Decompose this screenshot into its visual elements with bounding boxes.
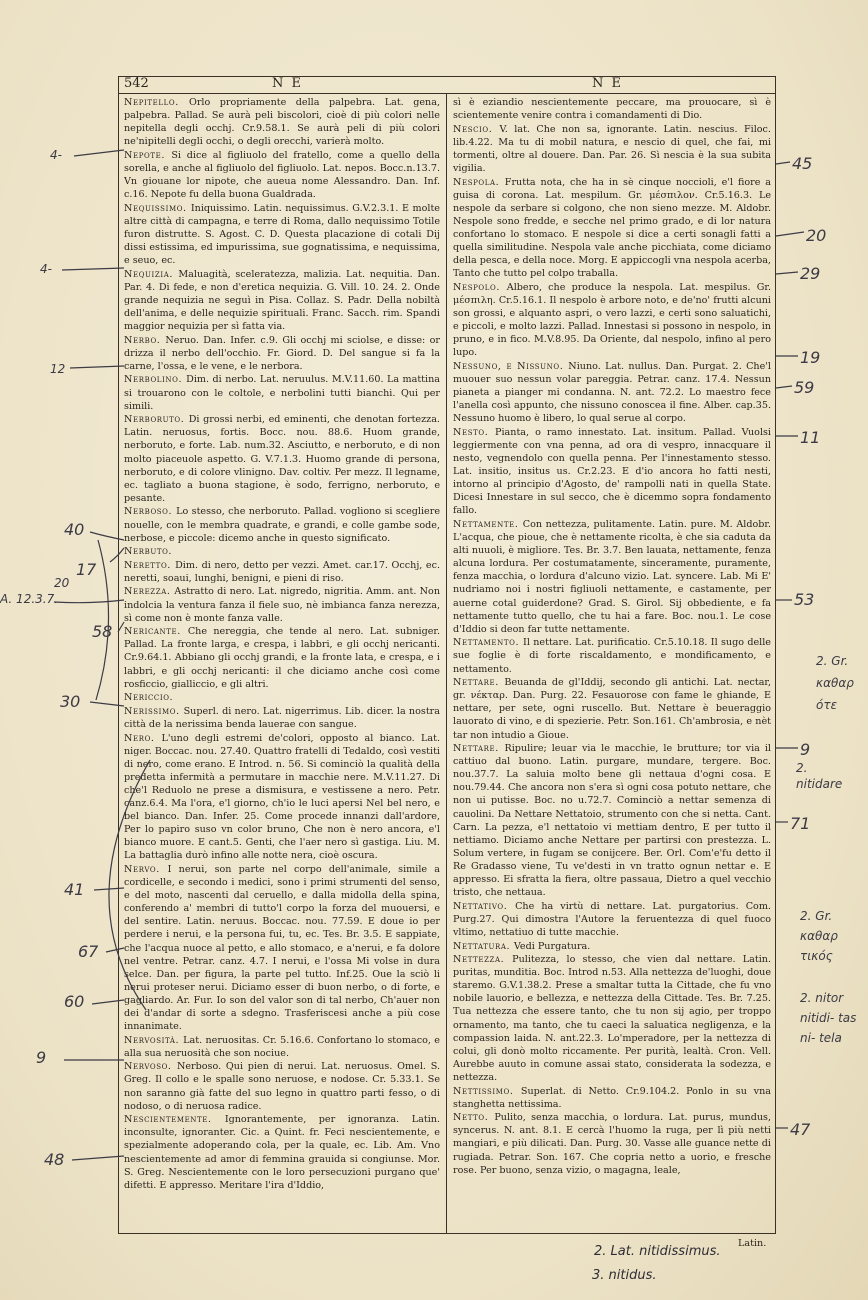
entry-headword: Nerboso. [124,506,177,518]
entry-definition: Vedi Purgatura. [513,940,591,952]
entry-definition: Il nettare. Lat. purificatio. Cr.5.10.18. Il sugo delle sue foglie è di forte riscaldamento, e mondificamento, e nettamento. [453,637,771,675]
dictionary-entry [124,691,440,704]
entry-definition: Iniquissimo. Latin. nequissimus. G.V.2.3.1. E molte altre città di campagna, e terre di Roma, dallo nequissimo Totile furon distrutte. S. Agost. C. D. Questa placazione di cotali Dij dissi estissima, ed impurissima, sue gognatissima, e nequissima, e seuo, ec. [124,202,440,267]
entry-definition: I nerui, son parte nel corpo dell'animale, simile a cordicelle, e secondo i medici, sono i primi strumenti del senso, e del moto, nascenti dal ceruello, e dalla midolla della spina, conferendo a' membri di tutto'l corpo la forza del muouersi, e del sentire. Latin. neruus. Boccac. nou. 77.59. E doue io per perdere i nerui, e la persona fui, tu, ec. Tes. Br. 3.5. E sappiate, che l'acqua nuoce al petto, e allo stomaco, e a'nerui, e fa dolore nel ventre. Petrar. canz. 4.7. I nerui, e l'ossa Mi volse in dura selce. Dan. per figura, la parte pel tutto. Inf.25. Oue la sciò li nerui proteser nerui. Diciamo esser di buon nerbo, o di forte, e gagliardo. Ar. Fur. Io son del valor son di tal nerbo, Ch'auer non dei d'andar di sorte a sdegno. Trasferiscesi anche a più cose innanimate. [124,863,440,1033]
entry-definition: Beuanda de gl'Iddij, secondo gli antichi. Lat. nectar, gr. νέκταρ. Dan. Purg. 22. Fesauorose con fame le ghiande, E nettare, per sete, ogni ruscello. But. Nettare è beueraggio lauorato di vino, e di spezierie. Petr. Son.161. Ch'ambrosia, e nèt tar non intudio a Gioue. [453,677,771,741]
running-head-left: N E [272,76,303,91]
margin-note-right: 47 [790,1120,811,1139]
entry-headword: Nerbolino. [124,374,187,386]
entry-definition: Pulitezza, lo stesso, che vien dal nettare. Latin. puritas, munditia. Boc. Introd n.53. Alla nettezza de'luoghi, doue staremo. G.V.1.38.2. Prese a smaltar tutta la Cittade, che fu vno nobile lauorio, e bellezza, e nettezza della Cittade. Tes. Br. 7.25. Tua nettezza che essere tanto, che tu non sij agio, per troppo ornamento, ma tanto, che tu caeci la saluatica negligenza, e la compassion laida. N. ant.22.3. Lo'mperadore, per la nettezza di colui, gli donò molto riccamente. Per purità, lealtà. Cron. Vell. Aurebbe auuto in comune assai stato, considerata la sodezza, e nettezza. [453,954,771,1083]
dictionary-entry [124,373,440,412]
header-rule [118,93,776,94]
entry-headword: Nespola. [453,176,505,188]
entry-definition: Con nettezza, pulitamente. Latin. pure. M. Aldobr. L'acqua, che pioue, che è nettamente ricolta, è che sia caduta da alti nuuoli, è migliore. Tes. Br. 3.7. Ben lauata, nettamente, fenza alcuna lordura. Per costumatamente, sinceramente, puramente, fenza macchia, o lordura d'alcuno vizio. Lat. syncere. Lab. Mi E' nudriamo noi i nostri figliuoli nettamente, e castamente, per auerne cotal guiderdone? Grad. S. Girol. Sij obbediente, e fa nettamente tutto quello, che tu hai a fare. Boc. nou.1. Le cose d'Iddio si deon far tutte nettamente. [453,519,771,635]
entry-headword: Nervosità. [124,1034,184,1046]
dictionary-entry [453,281,771,360]
margin-note-right: 71 [790,814,811,833]
entry-headword: Nespolo. [453,281,507,293]
entry-definition: Frutta nota, che ha in sè cinque noccioli, e'l fiore a guisa di corona. Lat. mespilum. Gr. μέσπιλον. Cr.5.16.3. Le nespole da serbare si colgono, che non sieno mezze. M. Aldobr. Nespole sono fredde, e secche nel primo grado, e di lor natura confortano lo stomaco. E nespole si dice a certi sonagli fatti a quella similitudine. Nespola vale anche picchiata, come diciamo della pesca, e della noce. Morg. E appiccogli vna nespola acerba, Tanto che tutto pel colpo traballa. [453,176,771,280]
entry-headword: Nerbo. [124,334,166,346]
dictionary-entry [453,123,771,175]
entry-definition: Albero, che produce la nespola. Lat. mespilus. Gr. μέσπιλη. Cr.5.16.1. Il nespolo è arbore noto, e de'no' frutti alcuni son grossi, e alquanto aspri, o vero lazzi, e certi sono saluatichi, e piccoli, e molto lazzi. Pallad. Innestasi si possono in nespolo, in pruno, e in fico. M.V.8.95. Da Oriente, dal nespolo, infino al pero lupo. [453,281,771,359]
entry-definition: Ignorantemente, per ignoranza. Latin. inconsulte, ignoranter. Cic. a Quint. fr. Feci nescientemente, e spezialmente adoperando cola, per la quale, ec. Lib. Am. Vno nescientemente ad amor di femmina grauida si congiunse. Mor. S. Greg. Nescientemente con le loro persecuzioni purgano que' difetti. E appresso. Meritare l'ira d'Iddio, [124,1114,440,1191]
entry-headword: Nescientemente. [124,1114,225,1126]
margin-note-left: 4- [40,262,52,276]
dictionary-entry [453,1111,771,1176]
margin-note-right: 9 [800,740,811,759]
entry-headword: Nervoso. [124,1061,177,1073]
entry-definition: Dim. di nerbo. Lat. neruulus. M.V.11.60. La mattina si trouarono con le coltole, e nerbolini tutti bianchi. Qui per simili. [124,374,440,412]
entry-headword: Nettamente. [453,519,523,530]
dictionary-entry [124,545,440,558]
dictionary-entry [124,705,440,731]
dictionary-entry [453,176,771,281]
entry-definition: Dim. di nero, detto per vezzi. Amet. car.17. Occhj, ec. neretti, soaui, lunghi, benigni, e pieni di riso. [124,559,440,584]
entry-headword: Nerboruto. [124,414,189,426]
entry-definition: Pulito, senza macchia, o lordura. Lat. purus, mundus, syncerus. N. ant. 8.1. E cercà l'huomo la ruga, per lì più netti mangiari, e più dilicati. Dan. Purg. 30. Vasse alle guance nette di rugiada. Petrar. Son. 167. Che copria netto a uorio, e fresche rose. Per buono, senza vizio, o magagna, leale, [453,1112,771,1176]
entry-definition: Nerboso. Qui pien di nerui. Lat. neruosus. Omel. S. Greg. Il collo e le spalle sono neruose, e nodose. Cr. 5.33.1. Se non saranno già fatte del suo legno in quattro parti fesso, o di nodoso, o di neruosa radice. [124,1061,440,1112]
dictionary-entry [124,202,440,267]
dictionary-entry [453,953,771,1084]
catchword: Latin. [738,1238,767,1249]
margin-note-left: 9 [36,1048,47,1067]
entry-definition: Lat. neruositas. Cr. 5.16.6. Confortano lo stomaco, e alla sua neruosità che son nociue. [124,1034,440,1059]
dictionary-entry [124,413,440,505]
entry-definition: sì è eziandio nescientemente peccare, ma prouocare, sì è scientemente venire contra i comandamenti di Dio. [453,97,771,122]
entry-definition: Superl. di nero. Lat. nigerrimus. Lib. dicer. la nostra città de la nerissima benda lauerae con sangue. [124,705,440,730]
margin-note-left: 4- [50,148,62,162]
margin-note-left: 41 [64,880,85,899]
entry-definition: Che nereggia, che tende al nero. Lat. subniger. Pallad. La fronte larga, e crespa, i labbri, e gli occhj nericanti. Cr.9.64.1. Abbiano gli occhj grandi, e la fronte lata, e crespa, e i labbri, e gli occhj nericanti: il che diciamo anche così come rosficcio, gialliccio, e gli altri. [124,626,440,690]
margin-note-left: 48 [44,1150,65,1169]
dictionary-entry [124,149,440,201]
margin-note-left: 60 [64,992,85,1011]
margin-note-right: 29 [800,264,821,283]
entry-headword: Nervo. [124,863,168,875]
entry-definition: Niuno. Lat. nullus. Dan. Purgat. 2. Che'l muouer suo nessun volar pareggia. Petrar. canz. 17.4. Nessun pianeta a pianger mi condanna. N. ant. 72.2. Lo maestro fece l'anella così appunto, che nissuno conoscea il fine. Alber. cap.35. Nessuno huomo è libero, lo qual serue al corpo. [453,360,771,425]
dictionary-entry [124,732,440,863]
entry-headword: Nescio. [453,123,500,135]
entry-headword: Nettare. [453,677,505,689]
right-column [453,96,771,1228]
margin-note-right: 2. nitidare [796,761,843,791]
margin-note-right: 59 [794,378,815,397]
entry-headword: Nettativo. [453,900,516,912]
dictionary-entry [453,518,771,636]
entry-headword: Nequizia. [124,268,179,280]
margin-note-right: 2. Gr. καθαρ ότε [816,654,854,712]
entry-definition: Superlat. di Netto. Cr.9.104.2. Ponlo in su vna stanghetta nettissima. [453,1085,771,1110]
entry-headword: Nessuno, e Nissuno. [453,360,569,372]
margin-note-left: 17 [76,560,97,579]
margin-note-right: 2. nitor nitidi- tas ni- tela [800,991,857,1045]
entry-definition: V. lat. Che non sa, ignorante. Latin. nescius. Filoc. lib.4.22. Ma tu di mobil natura, e nescio di quel, che fai, mi tormenti, oltre al douere. Dan. Par. 26. Sì nescia è la sua subita vigilia. [453,123,771,174]
margin-note-left: 12 [50,362,66,376]
dictionary-entry [453,676,771,741]
entry-headword: Nepitello. [124,97,189,108]
dictionary-entry [453,96,771,122]
entry-definition: Neruo. Dan. Infer. c.9. Gli occhj mi sciolse, e disse: or drizza il nerbo dell'occhio. Fr. Giord. D. Del sangue si fa la carne, l'ossa, e le vene, e le nerbora. [124,334,440,372]
dictionary-entry [124,96,440,148]
entry-definition: Pianta, o ramo innestato. Lat. insitum. Pallad. Vuolsi leggiermente con vna penna, ad ora di vespro, innacquare il nesto, vegnendolo con quella penna. Per l'innestamento stesso. Lat. insitio, insitus us. Cr.2.23. E d'io ancora ho fatti nesti, intorno al principio d'Agosto, de' rampolli nati in quella State. Dicesi Innestare in sul secco, che è dicemmo sopra fondamento fallo. [453,426,771,517]
entry-headword: Neretto. [124,559,176,571]
dictionary-entry [124,1034,440,1060]
entry-headword: Nettatura. [453,940,514,952]
entry-headword: Nesto. [453,426,496,438]
dictionary-entry [124,625,440,690]
column-divider [446,93,447,1234]
entry-headword: Nequissimo. [124,202,191,214]
entry-headword: Nettare. [453,743,505,755]
dictionary-entry [124,585,440,624]
margin-note-left: 67 [78,942,99,961]
dictionary-entry [453,360,771,425]
entry-headword: Nericante. [124,626,188,638]
entry-headword: Nero. [124,732,162,744]
entry-definition: Ripulire; leuar via le macchie, le brutture; tor via il cattiuo dal buono. Latin. purgare, mundare, tergere. Boc. nou.37.7. La saluia molto bene gli nettaua d'ogni cosa. E nou.79.44. Che ancora non s'era sì ogni cosa potuto nettare, che non ui putisse. Boc. no u.72.7. Cominciò a nettar semenza di cauolini. Da Nettare Nettatoio, strumento con che si netta. Cant. Carn. La pezza, e'l nettatoio vi mettiam dentro, E per tutto il nettiamo. Diciamo anche Nettare per partirsi con prestezza. L. Solum vertere, in fugam se conijcere. Ber. Orl. Com'e'fu detto il Re Gradasso viene, Tu ve'desti in vn tratto ognun nettar e. E appresso. Ei sfratta la fiera, oltre passaua, Dietro a quel vecchio tristo, che nettaua. [453,743,771,899]
dictionary-entry [453,1085,771,1111]
margin-note-right: 19 [800,348,821,367]
margin-note-right: 45 [792,154,813,173]
margin-note-right: 11 [800,428,821,447]
dictionary-entry [453,636,771,675]
entry-headword: Nepote. [124,149,172,161]
entry-headword: Nettamento. [453,637,524,649]
page-number: 542 [124,76,149,91]
entry-headword: Netto. [453,1112,495,1124]
dictionary-entry [453,426,771,518]
running-head-right: N E [592,76,623,91]
entry-definition: Lo stesso, che nerboruto. Pallad. vogliono si scegliere nouelle, con le membra quadrate, e grandi, e colle gambe sode, nerbose, e piccole: dicemo anche in questo significato. [124,506,440,544]
entry-definition: L'uno degli estremi de'colori, opposto al bianco. Lat. niger. Boccac. nou. 27.40. Quattro fratelli di Tedaldo, così vestiti di nero, come erano. E Introd. n. 56. Si cominciò la qualità della predetta infermità a permutare in macchie nere. M.V.11.27. Di che'l Reduolo ne prese a dismisura, e vestissene a nero. Petr. canz.6.4. Ma l'ora, e'l giorno, ch'io le luci apersi Nel bel nero, e bel bianco. Dan. Infer. 25. Come procede innanzi dall'ardore, Per lo papiro suso vn color bruno, Che non è nero ancora, e'l bianco muore. E cant.5. Genti, che l'aer nero sì gastiga. Liu. M. La battaglia durò infino alle notte nera, cioè oscura. [124,732,440,862]
dictionary-entry [453,900,771,939]
margin-note-left: 30 [60,692,81,711]
entry-definition: Di grossi nerbi, ed eminenti, che denotan fortezza. Latin. neruosus, fortis. Bocc. nou. 88.6. Huom grande, nerboruto, e forte. Lab. num.32. Asciutto, e nerboruto, e di non molto piaceuole aspetto. G. V.7.1.3. Huomo grande di persona, nerboruto, e di colore vlinigno. Dav. coltiv. Per mezz. Il legname, ec. tagliato a buona stagione, è sodo, ferrigno, nerboruto, e pesante. [124,414,440,504]
margin-note-left: 58 [92,622,113,641]
dictionary-entry [124,559,440,585]
margin-note-left: A. 12.3.7. [0,592,59,606]
entry-headword: Nettezza. [453,954,513,966]
entry-headword: Nericcio. [124,692,174,704]
entry-definition: Si dice al figliuolo del fratello, come a quello della sorella, e anche al figliuolo del figliuolo. Lat. nepos. Bocc.n.13.7. Vn giouane lor nipote, che aueua nome Alessandro. Dan. Inf. c.16. Nepote fu della buona Gualdrada. [124,149,440,201]
margin-note-right: 20 [806,226,827,245]
margin-note-right: 53 [794,590,815,609]
dictionary-entry [124,268,440,333]
dictionary-entry [124,863,440,1033]
margin-note-left: 20 [54,576,70,590]
dictionary-entry [124,1060,440,1112]
handwritten-footnote: 3. nitidus. [592,1268,657,1283]
entry-headword: Nerezza. [124,586,175,598]
margin-note-right: 2. Gr. καθαρ τικός [800,909,838,963]
dictionary-entry [124,1113,440,1192]
left-column [124,96,440,1228]
entry-definition: Che ha virtù di nettare. Lat. purgatorius. Com. Purg.27. Qui dimostra l'Autore la feruentezza di quel fuoco vltimo, nettatiuo di tutte macchie. [453,900,771,938]
entry-headword: Nettissimo. [453,1085,521,1097]
dictionary-entry [124,334,440,373]
entry-headword: Nerissimo. [124,705,184,717]
dictionary-entry [453,940,771,953]
entry-definition: Orlo propriamente della palpebra. Lat. gena, palpebra. Pallad. Se aurà peli biscolori, cioè di più colori nelle nepitella degli occhj. Cr.9.58.1. Se aurà peli di più colori ne'nipitelli degli occhi, o degli orecchi, varierà molto. [124,97,440,148]
entry-definition: Astratto di nero. Lat. nigredo, nigritia. Amm. ant. Non indolcia la ventura fanza il fiele suo, nè imbianca fanza nerezza, sì come non è monte fanza valle. [124,586,440,624]
dictionary-entry [124,505,440,544]
entry-headword: Nerbuto. [124,546,173,558]
margin-note-left: 40 [64,520,85,539]
entry-definition: Maluagità, sceleratezza, malizia. Lat. nequitia. Dan. Par. 4. Di fede, e non d'eretica nequizia. G. Vill. 10. 24. 2. Onde grande nequizia ne seguì in Pisa. Collaz. S. Padr. Della nobiltà dell'anima, e delle nequizie spirituali. Franc. Sacch. rim. Spandi maggior nequizia per sì fatta via. [124,268,440,333]
dictionary-entry [453,742,771,899]
handwritten-footnote: 2. Lat. nitidissimus. [594,1244,721,1259]
